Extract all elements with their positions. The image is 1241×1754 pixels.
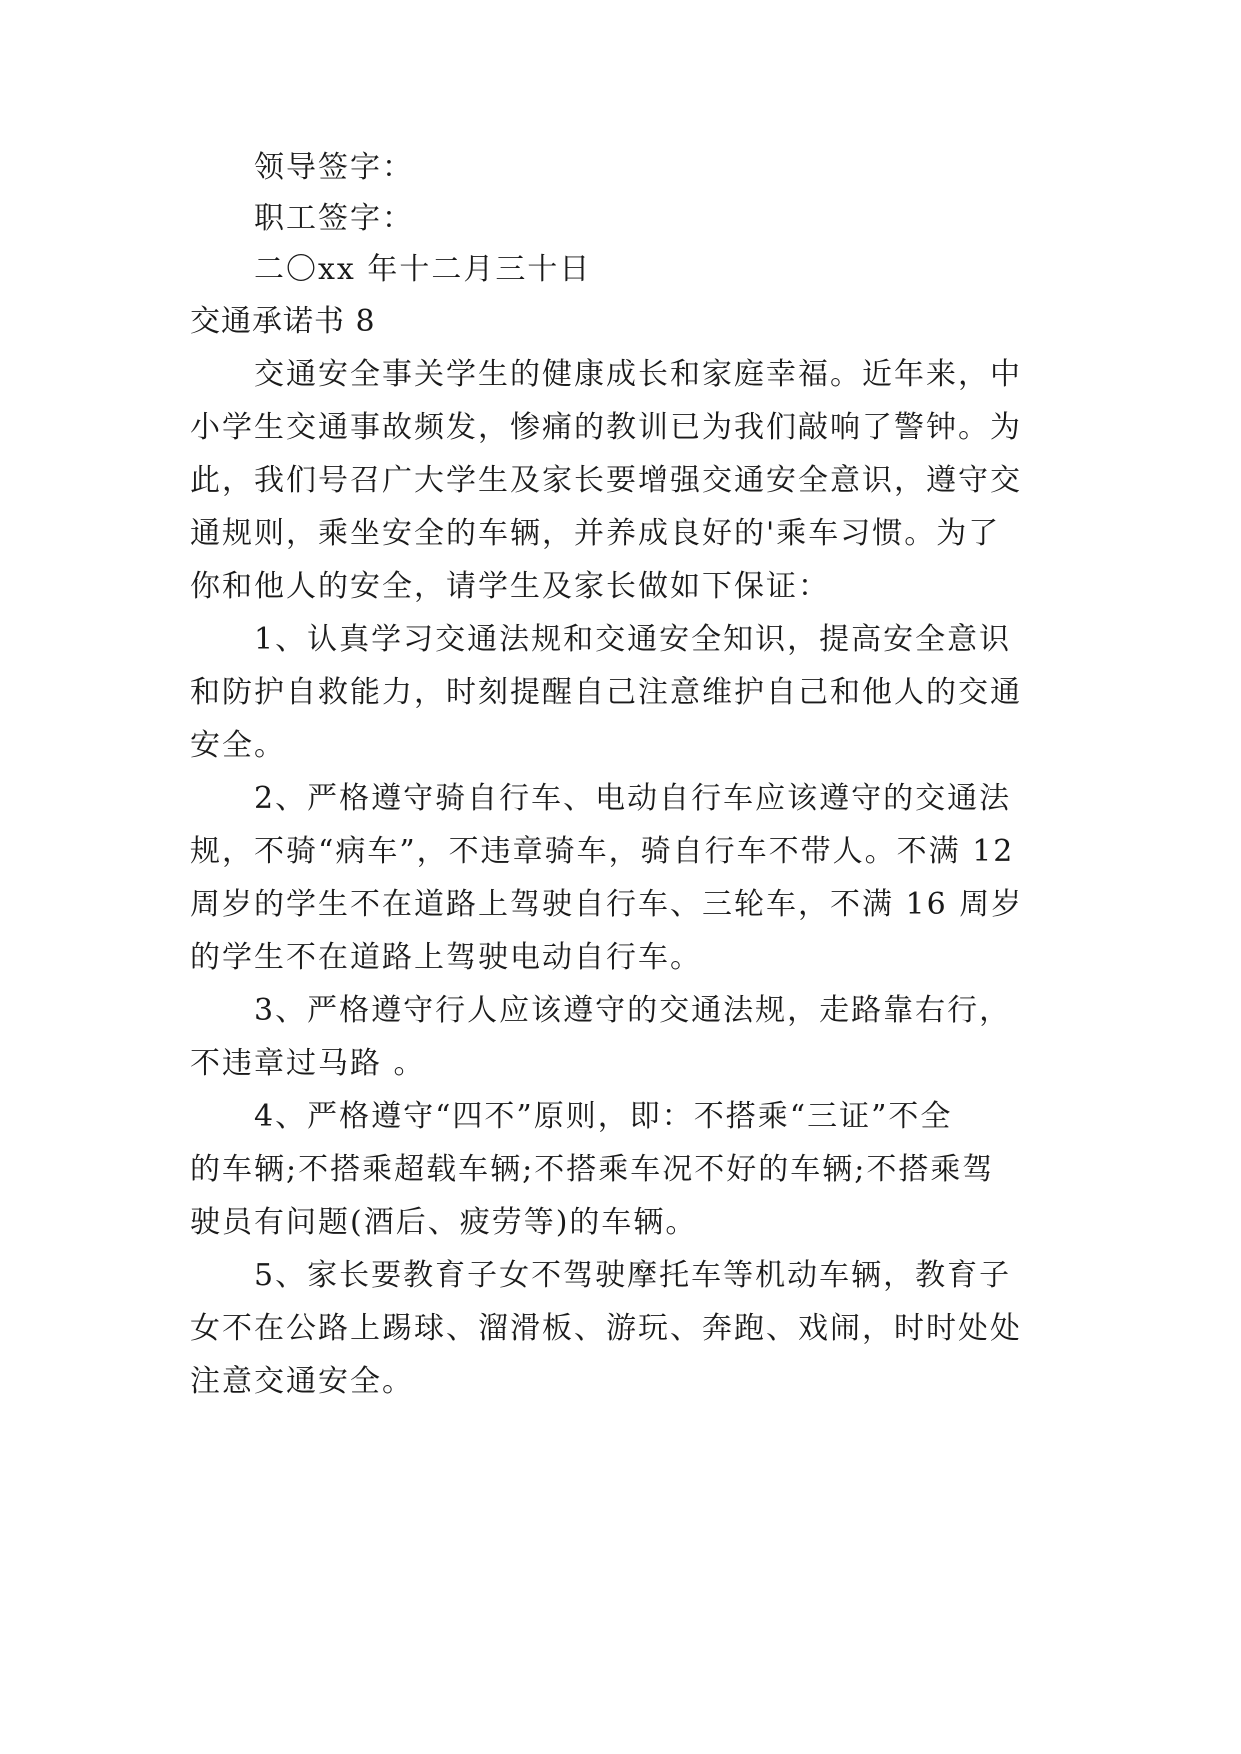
paragraph-line: 不违章过马路 。 [190,1046,426,1081]
leader-signature-label: 领导签字： [254,150,414,185]
paragraph-line: 和防护自救能力，时刻提醒自己注意维护自己和他人的交通 [190,675,1022,710]
paragraph-line: 安全。 [190,728,286,763]
paragraph-line: 5、家长要教育子女不驾驶摩托车等机动车辆，教育子 [254,1258,1012,1293]
paragraph-line: 3、严格遵守行人应该遵守的交通法规，走路靠右行， [254,993,1012,1028]
section-title: 交通承诺书 8 [190,304,376,339]
paragraph-line: 小学生交通事故频发，惨痛的教训已为我们敲响了警钟。为 [190,410,1022,445]
paragraph-line: 4、严格遵守“四不”原则，即：不搭乘“三证”不全 [254,1099,953,1134]
paragraph-line: 2、严格遵守骑自行车、电动自行车应该遵守的交通法 [254,781,1012,816]
paragraph-line: 通规则，乘坐安全的车辆，并养成良好的'乘车习惯。为了 [190,516,1001,551]
signature-date: 二〇xx 年十二月三十日 [254,252,592,287]
paragraph-line: 驶员有问题(酒后、疲劳等)的车辆。 [190,1205,698,1240]
paragraph-line: 此，我们号召广大学生及家长要增强交通安全意识，遵守交 [190,463,1022,498]
paragraph-line: 你和他人的安全，请学生及家长做如下保证： [190,569,830,604]
paragraph-line: 交通安全事关学生的健康成长和家庭幸福。近年来，中 [254,357,1022,392]
paragraph-line: 1、认真学习交通法规和交通安全知识，提高安全意识 [254,622,1012,657]
paragraph-line: 的车辆;不搭乘超载车辆;不搭乘车况不好的车辆;不搭乘驾 [190,1152,995,1187]
staff-signature-label: 职工签字： [254,201,414,236]
paragraph-line: 注意交通安全。 [190,1364,414,1399]
paragraph-line: 规，不骑“病车”，不违章骑车，骑自行车不带人。不满 12 [190,834,1015,869]
paragraph-line: 的学生不在道路上驾驶电动自行车。 [190,940,702,975]
paragraph-line: 周岁的学生不在道路上驾驶自行车、三轮车，不满 16 周岁 [190,887,1024,922]
paragraph-line: 女不在公路上踢球、溜滑板、游玩、奔跑、戏闹，时时处处 [190,1311,1022,1346]
